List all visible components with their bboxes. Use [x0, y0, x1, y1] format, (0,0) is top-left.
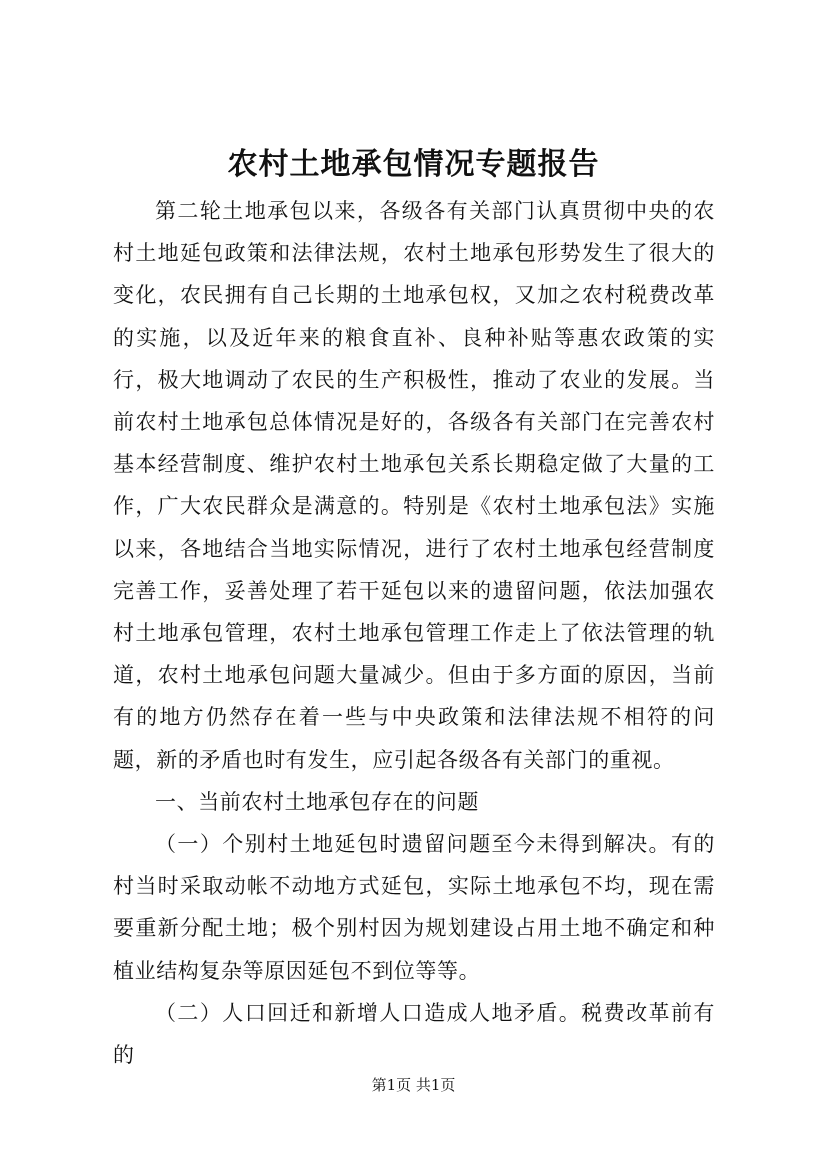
paragraph-problem-1: （一）个别村土地延包时遗留问题至今未得到解决。有的村当时采取动帐不动地方式延包，实际土地承包不均，现在需要重新分配土地；极个别村因为规划建设占用土地不确定和种植业结构复杂等原因延包不到位等等。	[113, 832, 715, 983]
document-title: 农村土地承包情况专题报告	[227, 147, 600, 182]
page-footer: 第1页 共1页	[371, 1076, 456, 1094]
paragraph-problem-2: （二）人口回迁和新增人口造成人地矛盾。税费改革前有的	[113, 1000, 715, 1068]
paragraph-intro: 第二轮土地承包以来，各级各有关部门认真贯彻中央的农村土地延包政策和法律法规，农村土地承包形势发生了很大的变化，农民拥有自己长期的土地承包权，又加之农村税费改革的实施，以及近年来的粮食直补、良种补贴等惠农政策的实行，极大地调动了农民的生产积极性，推动了农业的发展。当前农村土地承包总体情况是好的，各级各有关部门在完善农村基本经营制度、维护农村土地承包关系长期稳定做了大量的工作，广大农民群众是满意的。特别是《农村土地承包法》实施以来，各地结合当地实际情况，进行了农村土地承包经营制度完善工作，妥善处理了若干延包以来的遗留问题，依法加强农村土地承包管理，农村土地承包管理工作走上了依法管理的轨道，农村土地承包问题大量减少。但由于多方面的原因，当前有的地方仍然存在着一些与中央政策和法律法规不相符的问题，新的矛盾也时有发生，应引起各级各有关部门的重视。	[113, 199, 715, 772]
document-body	[113, 190, 715, 1076]
section-heading-problems: 一、当前农村土地承包存在的问题	[155, 789, 479, 814]
